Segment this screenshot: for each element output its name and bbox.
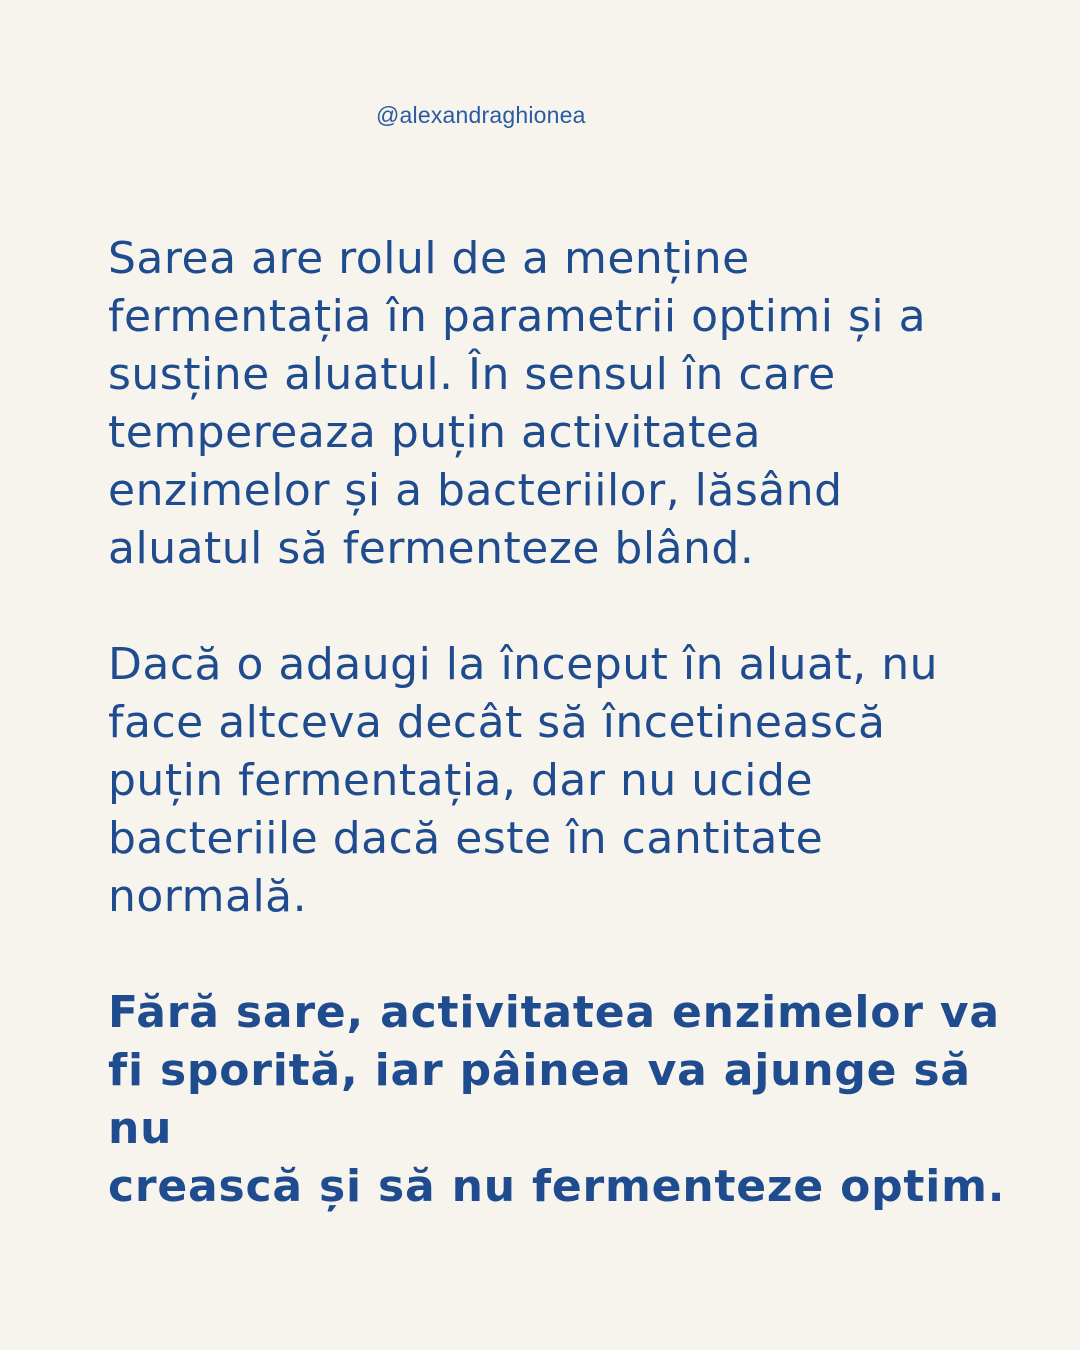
paragraph-without-salt: Fără sare, activitatea enzimelor va fi sporită, iar pâinea va ajunge să nu crească și să nu fermenteze optim. bbox=[108, 987, 1006, 1212]
paragraph-salt-added-early: Dacă o adaugi la început în aluat, nu face altceva decât să încetinească puțin fermentația, dar nu ucide bacteriile dacă este în cantitate normală. bbox=[108, 639, 939, 922]
author-handle: @alexandraghionea bbox=[376, 102, 586, 128]
paragraph-salt-role: Sarea are rolul de a menține fermentația în parametrii optimi și a susține aluatul. În sensul în care tempereaza puțin activitatea enzimelor și a bacteriilor, lăsând aluatul să fermenteze blând. bbox=[108, 233, 927, 574]
text-content bbox=[108, 230, 1008, 1216]
